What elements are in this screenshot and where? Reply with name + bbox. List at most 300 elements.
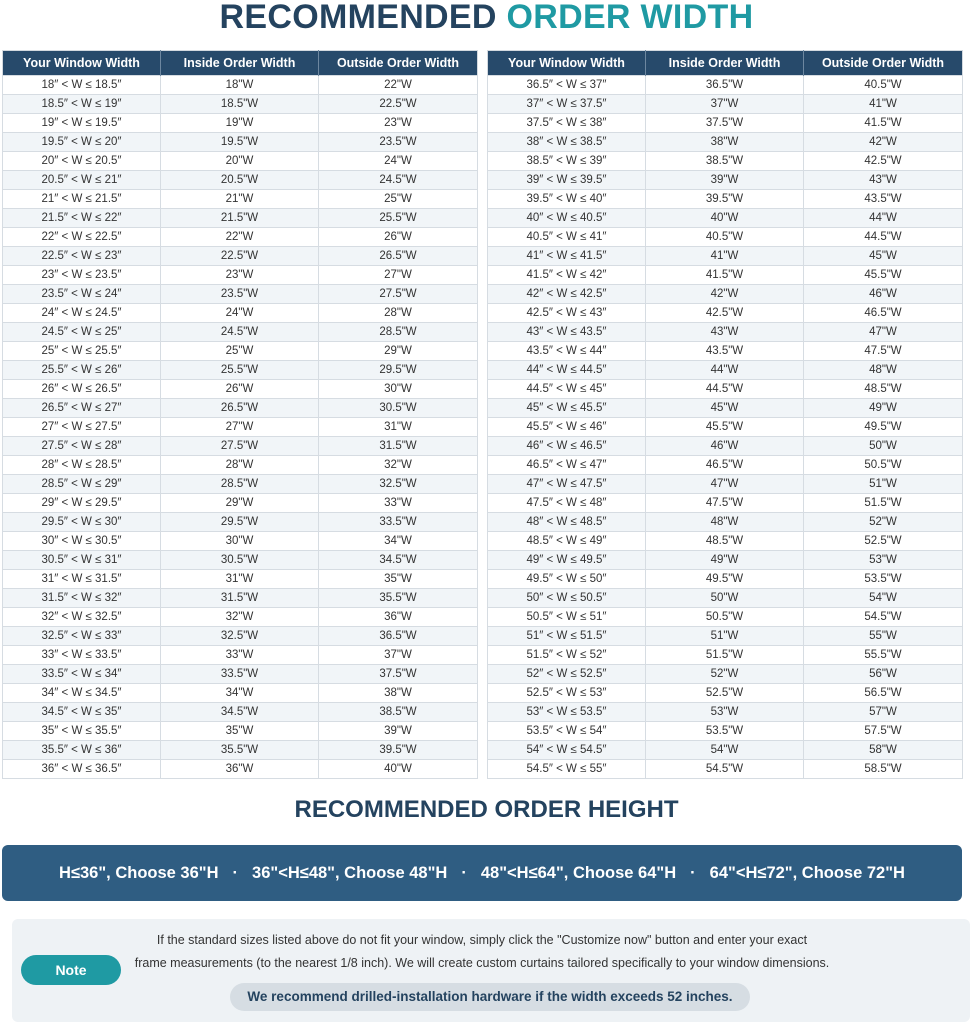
inside-width-cell: 54.5"W: [646, 760, 804, 779]
table-row: [488, 361, 963, 380]
inside-width-cell: 19.5"W: [161, 133, 319, 152]
table-row: [3, 494, 478, 513]
height-options-bar: [2, 845, 962, 901]
table-row: [488, 95, 963, 114]
outside-width-cell: 23"W: [319, 114, 478, 133]
outside-width-cell: 50"W: [804, 437, 963, 456]
table-row: [488, 285, 963, 304]
title-part-1: RECOMMENDED: [219, 0, 497, 36]
outside-width-cell: 32.5"W: [319, 475, 478, 494]
table-row: [3, 323, 478, 342]
window-width-cell: 35″ < W ≤ 35.5″: [3, 722, 161, 741]
inside-width-cell: 27"W: [161, 418, 319, 437]
table-row: [488, 418, 963, 437]
window-width-cell: 53″ < W ≤ 53.5″: [488, 703, 646, 722]
window-width-cell: 45.5″ < W ≤ 46″: [488, 418, 646, 437]
window-width-cell: 41″ < W ≤ 41.5″: [488, 247, 646, 266]
window-width-cell: 41.5″ < W ≤ 42″: [488, 266, 646, 285]
inside-width-cell: 25"W: [161, 342, 319, 361]
window-width-cell: 19.5″ < W ≤ 20″: [3, 133, 161, 152]
outside-width-cell: 43"W: [804, 171, 963, 190]
inside-width-cell: 30.5"W: [161, 551, 319, 570]
table-row: [3, 380, 478, 399]
table-row: [3, 285, 478, 304]
inside-width-cell: 37"W: [646, 95, 804, 114]
window-width-cell: 40″ < W ≤ 40.5″: [488, 209, 646, 228]
window-width-cell: 47″ < W ≤ 47.5″: [488, 475, 646, 494]
outside-width-cell: 34.5"W: [319, 551, 478, 570]
table-row: [488, 456, 963, 475]
window-width-cell: 28″ < W ≤ 28.5″: [3, 456, 161, 475]
table-row: [3, 418, 478, 437]
window-width-cell: 54.5″ < W ≤ 55″: [488, 760, 646, 779]
table-row: [488, 532, 963, 551]
outside-width-cell: 54"W: [804, 589, 963, 608]
inside-width-cell: 52"W: [646, 665, 804, 684]
inside-width-cell: 53"W: [646, 703, 804, 722]
table-row: [3, 152, 478, 171]
outside-width-cell: 38"W: [319, 684, 478, 703]
outside-width-cell: 58.5"W: [804, 760, 963, 779]
table-row: [3, 361, 478, 380]
outside-width-cell: 53.5"W: [804, 570, 963, 589]
table-row: [488, 684, 963, 703]
table-row: [488, 76, 963, 95]
table-row: [488, 209, 963, 228]
window-width-cell: 20″ < W ≤ 20.5″: [3, 152, 161, 171]
width-table-left: [2, 50, 478, 779]
inside-width-cell: 39"W: [646, 171, 804, 190]
table-row: [3, 95, 478, 114]
outside-width-cell: 26.5"W: [319, 247, 478, 266]
note-badge: Note: [21, 955, 121, 985]
outside-width-cell: 34"W: [319, 532, 478, 551]
table-row: [3, 570, 478, 589]
inside-width-cell: 47.5"W: [646, 494, 804, 513]
table-row: [488, 494, 963, 513]
header-window-width: Your Window Width: [3, 51, 161, 76]
table-row: [3, 399, 478, 418]
height-title: RECOMMENDED ORDER HEIGHT: [294, 796, 679, 823]
window-width-cell: 46.5″ < W ≤ 47″: [488, 456, 646, 475]
window-width-cell: 40.5″ < W ≤ 41″: [488, 228, 646, 247]
table-row: [3, 304, 478, 323]
outside-width-cell: 56.5"W: [804, 684, 963, 703]
outside-width-cell: 28.5"W: [319, 323, 478, 342]
table-row: [488, 228, 963, 247]
outside-width-cell: 41"W: [804, 95, 963, 114]
window-width-cell: 31.5″ < W ≤ 32″: [3, 589, 161, 608]
inside-width-cell: 25.5"W: [161, 361, 319, 380]
window-width-cell: 42″ < W ≤ 42.5″: [488, 285, 646, 304]
window-width-cell: 49″ < W ≤ 49.5″: [488, 551, 646, 570]
inside-width-cell: 28.5"W: [161, 475, 319, 494]
note-text-line-1: If the standard sizes listed above do not fit your window, simply click the "Customize now" button and enter your exact: [156, 933, 808, 947]
table-row: [3, 646, 478, 665]
inside-width-cell: 46"W: [646, 437, 804, 456]
separator-dot: ·: [461, 863, 467, 882]
outside-width-cell: 49.5"W: [804, 418, 963, 437]
outside-width-cell: 22.5"W: [319, 95, 478, 114]
outside-width-cell: 31.5"W: [319, 437, 478, 456]
outside-width-cell: 26"W: [319, 228, 478, 247]
inside-width-cell: 44"W: [646, 361, 804, 380]
outside-width-cell: 25.5"W: [319, 209, 478, 228]
window-width-cell: 32.5″ < W ≤ 33″: [3, 627, 161, 646]
window-width-cell: 49.5″ < W ≤ 50″: [488, 570, 646, 589]
window-width-cell: 34″ < W ≤ 34.5″: [3, 684, 161, 703]
outside-width-cell: 38.5"W: [319, 703, 478, 722]
height-option-48: 36"<H≤48", Choose 48"H: [252, 863, 448, 882]
window-width-cell: 37.5″ < W ≤ 38″: [488, 114, 646, 133]
width-table-left-body: [3, 76, 478, 779]
inside-width-cell: 21"W: [161, 190, 319, 209]
outside-width-cell: 54.5"W: [804, 608, 963, 627]
outside-width-cell: 37.5"W: [319, 665, 478, 684]
inside-width-cell: 36.5"W: [646, 76, 804, 95]
inside-width-cell: 18.5"W: [161, 95, 319, 114]
outside-width-cell: 30"W: [319, 380, 478, 399]
table-row: [3, 608, 478, 627]
outside-width-cell: 45.5"W: [804, 266, 963, 285]
window-width-cell: 26.5″ < W ≤ 27″: [3, 399, 161, 418]
inside-width-cell: 48.5"W: [646, 532, 804, 551]
table-row: [3, 133, 478, 152]
table-row: [488, 152, 963, 171]
window-width-cell: 23.5″ < W ≤ 24″: [3, 285, 161, 304]
table-row: [3, 247, 478, 266]
outside-width-cell: 41.5"W: [804, 114, 963, 133]
header-outside-width: Outside Order Width: [319, 51, 478, 76]
window-width-cell: 29.5″ < W ≤ 30″: [3, 513, 161, 532]
table-row: [488, 703, 963, 722]
inside-width-cell: 49.5"W: [646, 570, 804, 589]
inside-width-cell: 40.5"W: [646, 228, 804, 247]
table-row: [3, 437, 478, 456]
inside-width-cell: 43.5"W: [646, 342, 804, 361]
table-row: [3, 722, 478, 741]
table-row: [488, 589, 963, 608]
table-row: [488, 646, 963, 665]
table-row: [3, 76, 478, 95]
outside-width-cell: 29"W: [319, 342, 478, 361]
inside-width-cell: 45"W: [646, 399, 804, 418]
table-row: [488, 722, 963, 741]
table-row: [3, 665, 478, 684]
table-header-row: [3, 51, 478, 76]
inside-width-cell: 28"W: [161, 456, 319, 475]
window-width-cell: 50″ < W ≤ 50.5″: [488, 589, 646, 608]
inside-width-cell: 29"W: [161, 494, 319, 513]
table-row: [488, 247, 963, 266]
outside-width-cell: 27"W: [319, 266, 478, 285]
window-width-cell: 43.5″ < W ≤ 44″: [488, 342, 646, 361]
window-width-cell: 22″ < W ≤ 22.5″: [3, 228, 161, 247]
inside-width-cell: 52.5"W: [646, 684, 804, 703]
outside-width-cell: 53"W: [804, 551, 963, 570]
table-row: [488, 266, 963, 285]
table-row: [488, 627, 963, 646]
table-row: [488, 114, 963, 133]
table-row: [488, 475, 963, 494]
inside-width-cell: 18"W: [161, 76, 319, 95]
window-width-cell: 38.5″ < W ≤ 39″: [488, 152, 646, 171]
window-width-cell: 26″ < W ≤ 26.5″: [3, 380, 161, 399]
width-table-right-body: [488, 76, 963, 779]
table-row: [3, 532, 478, 551]
inside-width-cell: 38"W: [646, 133, 804, 152]
outside-width-cell: 42"W: [804, 133, 963, 152]
window-width-cell: 27″ < W ≤ 27.5″: [3, 418, 161, 437]
window-width-cell: 33.5″ < W ≤ 34″: [3, 665, 161, 684]
inside-width-cell: 42.5"W: [646, 304, 804, 323]
inside-width-cell: 54"W: [646, 741, 804, 760]
window-width-cell: 44″ < W ≤ 44.5″: [488, 361, 646, 380]
outside-width-cell: 39"W: [319, 722, 478, 741]
window-width-cell: 46″ < W ≤ 46.5″: [488, 437, 646, 456]
outside-width-cell: 44.5"W: [804, 228, 963, 247]
table-row: [488, 171, 963, 190]
window-width-cell: 29″ < W ≤ 29.5″: [3, 494, 161, 513]
table-row: [488, 570, 963, 589]
table-row: [488, 760, 963, 779]
window-width-cell: 20.5″ < W ≤ 21″: [3, 171, 161, 190]
inside-width-cell: 19"W: [161, 114, 319, 133]
page-title: [0, 0, 973, 36]
window-width-cell: 54″ < W ≤ 54.5″: [488, 741, 646, 760]
outside-width-cell: 36.5"W: [319, 627, 478, 646]
outside-width-cell: 48"W: [804, 361, 963, 380]
outside-width-cell: 23.5"W: [319, 133, 478, 152]
outside-width-cell: 25"W: [319, 190, 478, 209]
window-width-cell: 36.5″ < W ≤ 37″: [488, 76, 646, 95]
outside-width-cell: 24"W: [319, 152, 478, 171]
inside-width-cell: 34.5"W: [161, 703, 319, 722]
outside-width-cell: 52"W: [804, 513, 963, 532]
inside-width-cell: 41.5"W: [646, 266, 804, 285]
window-width-cell: 43″ < W ≤ 43.5″: [488, 323, 646, 342]
window-width-cell: 18.5″ < W ≤ 19″: [3, 95, 161, 114]
window-width-cell: 39.5″ < W ≤ 40″: [488, 190, 646, 209]
inside-width-cell: 21.5"W: [161, 209, 319, 228]
inside-width-cell: 24.5"W: [161, 323, 319, 342]
window-width-cell: 30″ < W ≤ 30.5″: [3, 532, 161, 551]
window-width-cell: 27.5″ < W ≤ 28″: [3, 437, 161, 456]
inside-width-cell: 26"W: [161, 380, 319, 399]
inside-width-cell: 44.5"W: [646, 380, 804, 399]
table-row: [3, 684, 478, 703]
outside-width-cell: 36"W: [319, 608, 478, 627]
outside-width-cell: 48.5"W: [804, 380, 963, 399]
outside-width-cell: 51"W: [804, 475, 963, 494]
outside-width-cell: 39.5"W: [319, 741, 478, 760]
table-row: [3, 627, 478, 646]
window-width-cell: 32″ < W ≤ 32.5″: [3, 608, 161, 627]
inside-width-cell: 36"W: [161, 760, 319, 779]
outside-width-cell: 55.5"W: [804, 646, 963, 665]
window-width-cell: 31″ < W ≤ 31.5″: [3, 570, 161, 589]
table-row: [488, 190, 963, 209]
outside-width-cell: 35.5"W: [319, 589, 478, 608]
table-header-row: [488, 51, 963, 76]
header-window-width: Your Window Width: [488, 51, 646, 76]
height-option-36: H≤36", Choose 36"H: [59, 863, 219, 882]
inside-width-cell: 20.5"W: [161, 171, 319, 190]
window-width-cell: 24″ < W ≤ 24.5″: [3, 304, 161, 323]
inside-width-cell: 38.5"W: [646, 152, 804, 171]
outside-width-cell: 46.5"W: [804, 304, 963, 323]
inside-width-cell: 37.5"W: [646, 114, 804, 133]
header-outside-width: Outside Order Width: [804, 51, 963, 76]
inside-width-cell: 23"W: [161, 266, 319, 285]
window-width-cell: 34.5″ < W ≤ 35″: [3, 703, 161, 722]
inside-width-cell: 43"W: [646, 323, 804, 342]
title-part-2: ORDER WIDTH: [506, 0, 754, 36]
table-row: [488, 304, 963, 323]
table-row: [488, 342, 963, 361]
inside-width-cell: 30"W: [161, 532, 319, 551]
outside-width-cell: 35"W: [319, 570, 478, 589]
inside-width-cell: 31.5"W: [161, 589, 319, 608]
table-row: [488, 741, 963, 760]
outside-width-cell: 47"W: [804, 323, 963, 342]
inside-width-cell: 33.5"W: [161, 665, 319, 684]
table-row: [3, 190, 478, 209]
note-box: [12, 919, 970, 1022]
outside-width-cell: 57.5"W: [804, 722, 963, 741]
inside-width-cell: 22.5"W: [161, 247, 319, 266]
window-width-cell: 24.5″ < W ≤ 25″: [3, 323, 161, 342]
inside-width-cell: 27.5"W: [161, 437, 319, 456]
inside-width-cell: 50.5"W: [646, 608, 804, 627]
window-width-cell: 47.5″ < W ≤ 48″: [488, 494, 646, 513]
table-row: [488, 437, 963, 456]
inside-width-cell: 39.5"W: [646, 190, 804, 209]
outside-width-cell: 32"W: [319, 456, 478, 475]
window-width-cell: 25.5″ < W ≤ 26″: [3, 361, 161, 380]
window-width-cell: 19″ < W ≤ 19.5″: [3, 114, 161, 133]
window-width-cell: 51.5″ < W ≤ 52″: [488, 646, 646, 665]
table-row: [3, 209, 478, 228]
separator-dot: ·: [690, 863, 696, 882]
window-width-cell: 52″ < W ≤ 52.5″: [488, 665, 646, 684]
inside-width-cell: 32.5"W: [161, 627, 319, 646]
note-highlight: We recommend drilled-installation hardware if the width exceeds 52 inches.: [230, 983, 750, 1011]
inside-width-cell: 31"W: [161, 570, 319, 589]
window-width-cell: 37″ < W ≤ 37.5″: [488, 95, 646, 114]
header-inside-width: Inside Order Width: [646, 51, 804, 76]
outside-width-cell: 22"W: [319, 76, 478, 95]
table-row: [3, 228, 478, 247]
table-row: [488, 133, 963, 152]
window-width-cell: 28.5″ < W ≤ 29″: [3, 475, 161, 494]
inside-width-cell: 40"W: [646, 209, 804, 228]
table-row: [488, 551, 963, 570]
inside-width-cell: 33"W: [161, 646, 319, 665]
outside-width-cell: 57"W: [804, 703, 963, 722]
window-width-cell: 50.5″ < W ≤ 51″: [488, 608, 646, 627]
inside-width-cell: 46.5"W: [646, 456, 804, 475]
inside-width-cell: 32"W: [161, 608, 319, 627]
table-row: [488, 380, 963, 399]
outside-width-cell: 40"W: [319, 760, 478, 779]
inside-width-cell: 53.5"W: [646, 722, 804, 741]
window-width-cell: 48.5″ < W ≤ 49″: [488, 532, 646, 551]
inside-width-cell: 51.5"W: [646, 646, 804, 665]
outside-width-cell: 49"W: [804, 399, 963, 418]
outside-width-cell: 44"W: [804, 209, 963, 228]
table-row: [3, 589, 478, 608]
inside-width-cell: 49"W: [646, 551, 804, 570]
outside-width-cell: 50.5"W: [804, 456, 963, 475]
window-width-cell: 23″ < W ≤ 23.5″: [3, 266, 161, 285]
window-width-cell: 33″ < W ≤ 33.5″: [3, 646, 161, 665]
outside-width-cell: 58"W: [804, 741, 963, 760]
inside-width-cell: 48"W: [646, 513, 804, 532]
outside-width-cell: 45"W: [804, 247, 963, 266]
outside-width-cell: 43.5"W: [804, 190, 963, 209]
table-row: [488, 399, 963, 418]
separator-dot: ·: [232, 863, 239, 882]
inside-width-cell: 35"W: [161, 722, 319, 741]
outside-width-cell: 42.5"W: [804, 152, 963, 171]
inside-width-cell: 22"W: [161, 228, 319, 247]
height-option-64: 48"<H≤64", Choose 64"H: [480, 863, 677, 882]
table-row: [3, 703, 478, 722]
window-width-cell: 25″ < W ≤ 25.5″: [3, 342, 161, 361]
table-row: [3, 513, 478, 532]
table-row: [3, 551, 478, 570]
table-row: [488, 665, 963, 684]
window-width-cell: 22.5″ < W ≤ 23″: [3, 247, 161, 266]
header-inside-width: Inside Order Width: [161, 51, 319, 76]
window-width-cell: 45″ < W ≤ 45.5″: [488, 399, 646, 418]
outside-width-cell: 40.5"W: [804, 76, 963, 95]
window-width-cell: 35.5″ < W ≤ 36″: [3, 741, 161, 760]
inside-width-cell: 42"W: [646, 285, 804, 304]
outside-width-cell: 37"W: [319, 646, 478, 665]
outside-width-cell: 29.5"W: [319, 361, 478, 380]
inside-width-cell: 41"W: [646, 247, 804, 266]
table-row: [488, 608, 963, 627]
window-width-cell: 39″ < W ≤ 39.5″: [488, 171, 646, 190]
table-row: [3, 456, 478, 475]
inside-width-cell: 35.5"W: [161, 741, 319, 760]
outside-width-cell: 33.5"W: [319, 513, 478, 532]
inside-width-cell: 24"W: [161, 304, 319, 323]
window-width-cell: 18″ < W ≤ 18.5″: [3, 76, 161, 95]
window-width-cell: 21″ < W ≤ 21.5″: [3, 190, 161, 209]
table-row: [488, 513, 963, 532]
table-row: [3, 475, 478, 494]
inside-width-cell: 23.5"W: [161, 285, 319, 304]
table-row: [3, 741, 478, 760]
table-row: [3, 760, 478, 779]
outside-width-cell: 47.5"W: [804, 342, 963, 361]
inside-width-cell: 45.5"W: [646, 418, 804, 437]
table-row: [488, 323, 963, 342]
window-width-cell: 38″ < W ≤ 38.5″: [488, 133, 646, 152]
window-width-cell: 44.5″ < W ≤ 45″: [488, 380, 646, 399]
table-row: [3, 171, 478, 190]
inside-width-cell: 47"W: [646, 475, 804, 494]
window-width-cell: 42.5″ < W ≤ 43″: [488, 304, 646, 323]
outside-width-cell: 46"W: [804, 285, 963, 304]
outside-width-cell: 55"W: [804, 627, 963, 646]
inside-width-cell: 50"W: [646, 589, 804, 608]
window-width-cell: 48″ < W ≤ 48.5″: [488, 513, 646, 532]
table-row: [3, 114, 478, 133]
